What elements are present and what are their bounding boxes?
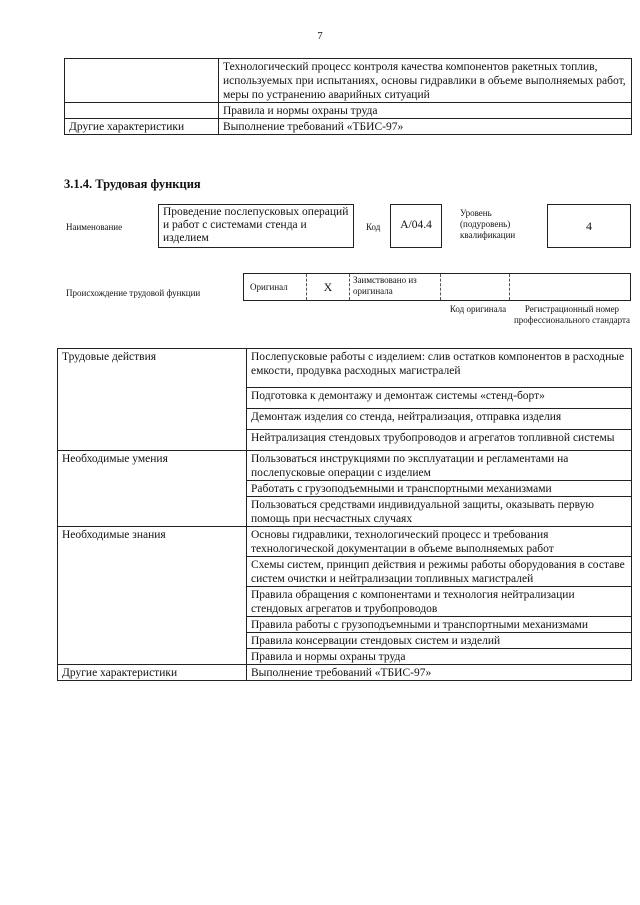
table-cell: Пользоваться инструкциями по эксплуатации и регламентами на послепусковые операции с изделием xyxy=(247,451,632,481)
table-row xyxy=(58,451,632,481)
borrowed-label-text: Заимствовано из оригинала xyxy=(353,275,417,296)
table-row xyxy=(58,527,632,557)
name-label: Наименование xyxy=(66,222,123,232)
table-cell: Демонтаж изделия со стенда, нейтрализация, отправка изделия xyxy=(247,409,632,430)
function-name-box: Проведение послепусковых операций и работ с системами стенда и изделием xyxy=(158,204,354,248)
borrowed-label xyxy=(349,274,441,300)
code-original-cell xyxy=(441,274,510,300)
table-cell: Выполнение требований «ТБИС-97» xyxy=(247,665,632,681)
origin-box xyxy=(243,273,631,301)
group-label: Необходимые умения xyxy=(58,451,247,527)
table-row xyxy=(65,59,632,103)
code-original-caption: Код оригинала xyxy=(449,304,507,314)
section-title: 3.1.4. Трудовая функция xyxy=(64,177,201,191)
table-cell: Схемы систем, принцип действия и режимы работы оборудования в составе систем очистки и нейтрализации топливных магистралей xyxy=(247,557,632,587)
reg-number-caption: Регистрационный номер профессионального стандарта xyxy=(513,304,631,325)
group-label: Трудовые действия xyxy=(58,349,247,451)
table-cell: Пользоваться средствами индивидуальной защиты, оказывать первую помощь при несчастных случаях xyxy=(247,497,632,527)
table-row xyxy=(65,119,632,135)
page-number: 7 xyxy=(317,30,323,42)
group-label: Другие характеристики xyxy=(58,665,247,681)
table-cell-label xyxy=(65,103,219,119)
table-cell-value: Технологический процесс контроля качества компонентов ракетных топлив, используемых при испытаниях, основы гидравлики в объеме выполняемых работ, меры по устранению аварийных ситуаций xyxy=(219,59,632,103)
original-mark: X xyxy=(307,274,350,300)
table-row xyxy=(65,103,632,119)
top-table xyxy=(64,58,632,135)
code-label: Код xyxy=(366,222,381,232)
table-cell: Правила работы с грузоподъемными и транспортными механизмами xyxy=(247,617,632,633)
table-cell: Правила обращения с компонентами и технология нейтрализации стендовых агрегатов и трубопроводов xyxy=(247,587,632,617)
table-cell: Правила консервации стендовых систем и изделий xyxy=(247,633,632,649)
table-cell: Нейтрализация стендовых трубопроводов и агрегатов топливной системы xyxy=(247,430,632,451)
table-cell-value: Правила и нормы охраны труда xyxy=(219,103,632,119)
table-cell: Подготовка к демонтажу и демонтаж системы «стенд-борт» xyxy=(247,388,632,409)
code-value-box: А/04.4 xyxy=(390,204,442,248)
table-row xyxy=(58,665,632,681)
group-label: Необходимые знания xyxy=(58,527,247,665)
table-cell-value: Выполнение требований «ТБИС-97» xyxy=(219,119,632,135)
table-row xyxy=(58,349,632,388)
table-cell: Основы гидравлики, технологический процесс и требования технологической документации в объеме выполняемых работ xyxy=(247,527,632,557)
table-cell-label: Другие характеристики xyxy=(65,119,219,135)
original-label: Оригинал xyxy=(244,274,307,300)
table-cell: Работать с грузоподъемными и транспортными механизмами xyxy=(247,481,632,497)
main-table xyxy=(57,348,632,681)
table-cell-label xyxy=(65,59,219,103)
level-value-box: 4 xyxy=(547,204,631,248)
level-label: Уровень (подуровень) квалификации xyxy=(460,208,516,240)
origin-label: Происхождение трудовой функции xyxy=(66,288,201,298)
table-cell: Послепусковые работы с изделием: слив остатков компонентов в расходные емкости, продувка расходных магистралей xyxy=(247,349,632,388)
table-cell: Правила и нормы охраны труда xyxy=(247,649,632,665)
